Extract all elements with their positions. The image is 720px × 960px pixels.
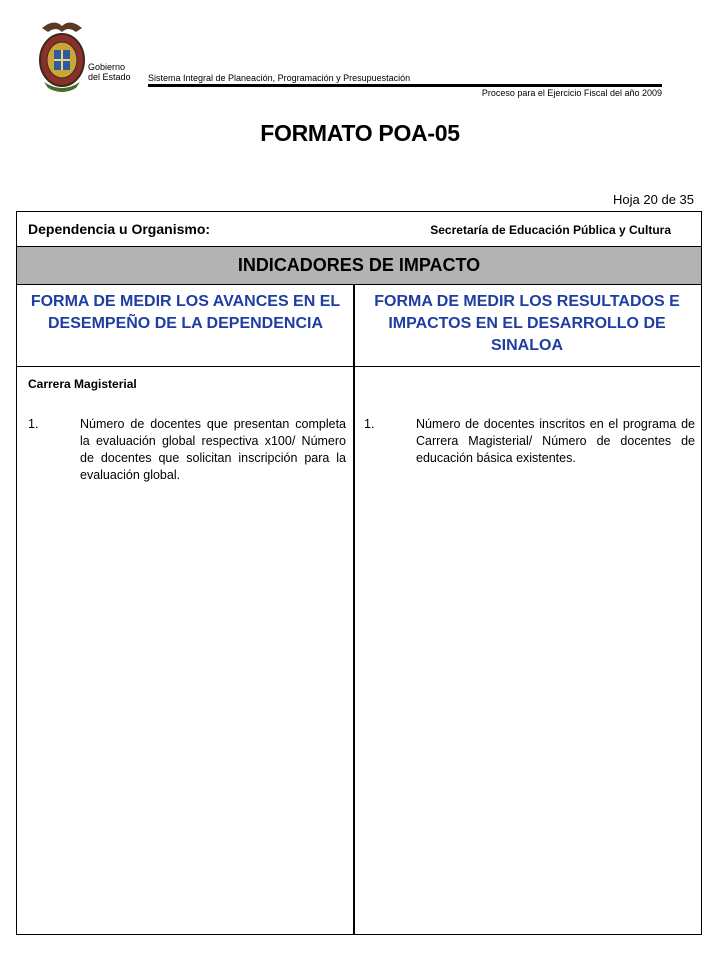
item-text: Número de docentes inscritos en el programa de Carrera Magisterial/ Número de docentes de educación básica existentes. [416, 417, 695, 465]
dependency-value: Secretaría de Educación Pública y Cultura [430, 223, 671, 237]
form-table [16, 211, 702, 935]
item-text: Número de docentes que presentan completa la evaluación global respectiva x100/ Número de docentes que solicitan inscripción para la evaluación global. [80, 417, 346, 482]
right-indicator-item [364, 416, 695, 516]
system-name: Sistema Integral de Planeación, Programación y Presupuestación [148, 73, 411, 83]
dependency-row [17, 212, 701, 247]
process-label: Proceso para el Ejercicio Fiscal del año 2009 [481, 88, 662, 98]
page-info: Hoja 20 de 35 [613, 192, 694, 207]
state-coat-of-arms-icon [36, 18, 88, 96]
program-name: Carrera Magisterial [28, 377, 137, 391]
item-number: 1. [364, 417, 375, 431]
gobierno-line-2: del Estado [88, 72, 131, 82]
column-divider [353, 285, 355, 935]
gobierno-line-1: Gobierno [88, 62, 126, 72]
left-column-header: FORMA DE MEDIR LOS AVANCES EN EL DESEMPEÑO DE LA DEPENDENCIA [17, 285, 354, 367]
gobierno-label [88, 62, 131, 82]
right-column-header: FORMA DE MEDIR LOS RESULTADOS E IMPACTOS EN EL DESARROLLO DE SINALOA [354, 285, 700, 367]
page-title: FORMATO POA-05 [260, 120, 460, 146]
header-divider [148, 84, 662, 87]
left-indicator-item [28, 416, 346, 516]
dependency-label: Dependencia u Organismo: [28, 221, 211, 237]
item-number: 1. [28, 417, 39, 431]
section-title: INDICADORES DE IMPACTO [17, 247, 701, 285]
